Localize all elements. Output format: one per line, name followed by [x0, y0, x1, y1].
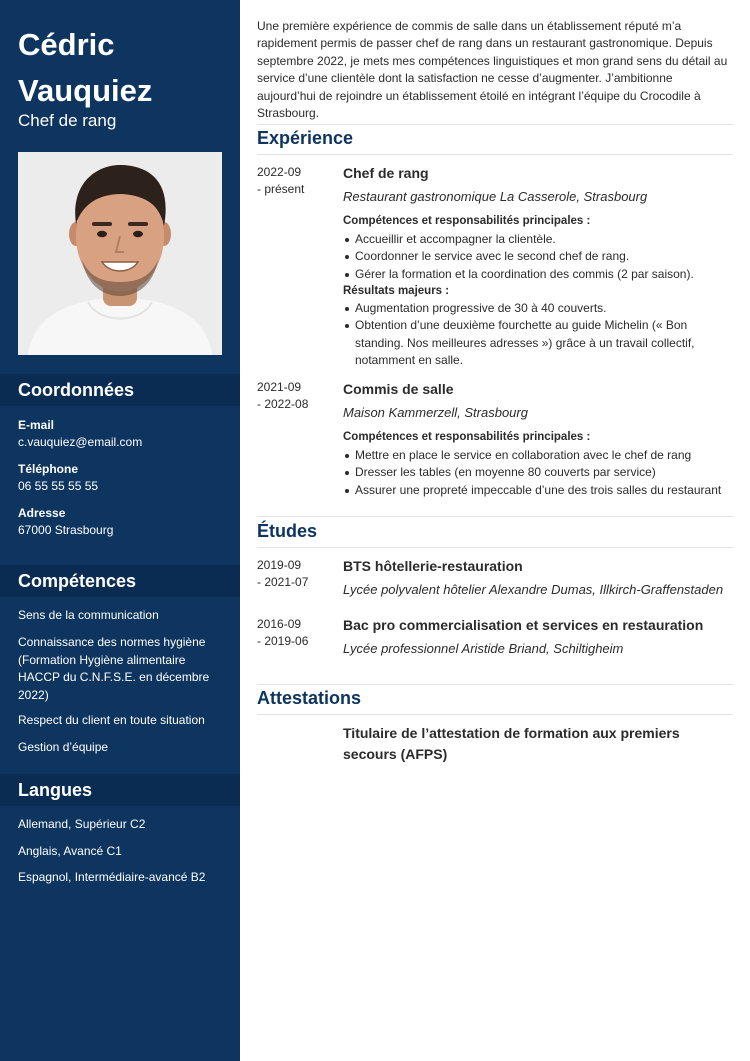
- skill-item: Connaissance des normes hygiène (Formation Hygiène alimentaire HACCP du C.N.F.S.E. en décembre 2022): [18, 635, 210, 702]
- skill-item: Gestion d’équipe: [18, 740, 109, 754]
- certification-item: Titulaire de l’attestation de formation aux premiers secours (AFPS): [343, 725, 680, 762]
- experience-heading: Expérience: [257, 128, 354, 148]
- job-title: Commis de salle: [343, 381, 454, 397]
- sidebar: [0, 0, 240, 1061]
- contact-heading: Coordonnées: [0, 374, 240, 406]
- certifications-heading: Attestations: [257, 688, 362, 708]
- job-date: [257, 164, 337, 198]
- phone-value: 06 55 55 55 55: [18, 479, 99, 493]
- responsibilities-label: Compétences et responsabilités principales :: [343, 431, 591, 443]
- address-label: Adresse: [18, 506, 66, 520]
- section-divider: [257, 684, 733, 685]
- skills-heading: Compétences: [0, 565, 240, 597]
- email-label: E-mail: [18, 418, 55, 432]
- job-date-end: - présent: [257, 182, 305, 196]
- candidate-title: Chef de rang: [18, 111, 117, 130]
- list-item: Gérer la formation et la coordination des commis (2 par saison).: [343, 266, 733, 283]
- language-item: Anglais, Avancé C1: [18, 844, 122, 858]
- profile-photo: [18, 152, 222, 355]
- responsibilities-list: [343, 447, 733, 499]
- candidate-name: Cédric Vauquiez: [18, 27, 153, 108]
- responsibilities-label: Compétences et responsabilités principales :: [343, 215, 591, 227]
- job-date: [257, 379, 337, 413]
- list-item: Coordonner le service avec le second chef de rang.: [343, 248, 733, 265]
- education-date-start: 2019-09: [257, 558, 302, 572]
- section-divider: [257, 154, 733, 155]
- education-heading: Études: [257, 521, 318, 541]
- results-list: [343, 300, 733, 370]
- education-date-end: - 2021-07: [257, 575, 309, 589]
- list-item: Dresser les tables (en moyenne 80 couverts par service): [343, 464, 733, 481]
- degree-title: BTS hôtellerie-restauration: [343, 558, 523, 574]
- education-date-start: 2016-09: [257, 617, 302, 631]
- job-date-start: 2022-09: [257, 165, 302, 179]
- degree-title: Bac pro commercialisation et services en restauration: [343, 617, 704, 633]
- education-date: [257, 616, 337, 650]
- job-title: Chef de rang: [343, 165, 429, 181]
- list-item: Augmentation progressive de 30 à 40 couverts.: [343, 300, 733, 317]
- school-name: Lycée polyvalent hôtelier Alexandre Dumas, Illkirch-Graffenstaden: [343, 582, 724, 597]
- list-item: Assurer une propreté impeccable d’une des trois salles du restaurant: [343, 482, 733, 499]
- job-employer: Maison Kammerzell, Strasbourg: [343, 405, 528, 420]
- education-date-end: - 2019-06: [257, 634, 309, 648]
- results-label: Résultats majeurs :: [343, 285, 450, 297]
- language-item: Espagnol, Intermédiaire-avancé B2: [18, 870, 206, 884]
- skill-item: Respect du client en toute situation: [18, 713, 205, 727]
- phone-label: Téléphone: [18, 462, 79, 476]
- list-item: Mettre en place le service en collaboration avec le chef de rang: [343, 447, 733, 464]
- skill-item: Sens de la communication: [18, 608, 159, 622]
- section-divider: [257, 124, 733, 125]
- list-item: Accueillir et accompagner la clientèle.: [343, 231, 733, 248]
- profile-summary: Une première expérience de commis de salle dans un établissement réputé m’a rapidement permis de passer chef de rang dans un restaurant gastronomique. Depuis septembre 2022, je mets mes compétences linguistiques et mon grand sens du détail au service d’une clientèle dont la satisfaction ne cesse d’augmenter. J’ambitionne aujourd’hui de rejoindre un établissement étoilé en intégrant l’équipe du Crocodile à Strasbourg.: [257, 19, 728, 121]
- address-value: 67000 Strasbourg: [18, 523, 114, 537]
- section-divider: [257, 516, 733, 517]
- languages-heading: Langues: [0, 774, 240, 806]
- job-employer: Restaurant gastronomique La Casserole, Strasbourg: [343, 189, 648, 204]
- portrait-image: [18, 152, 222, 355]
- responsibilities-list: [343, 231, 733, 283]
- email-value: c.vauquiez@email.com: [18, 435, 143, 449]
- language-item: Allemand, Supérieur C2: [18, 817, 146, 831]
- list-item: Obtention d’une deuxième fourchette au guide Michelin (« Bon standing. Nos meilleures adresses ») grâce à un travail collectif, notamment en salle.: [343, 317, 733, 369]
- education-date: [257, 557, 337, 591]
- section-divider: [257, 547, 733, 548]
- school-name: Lycée professionnel Aristide Briand, Schiltigheim: [343, 641, 624, 656]
- section-divider: [257, 714, 733, 715]
- job-date-start: 2021-09: [257, 380, 302, 394]
- job-date-end: - 2022-08: [257, 397, 309, 411]
